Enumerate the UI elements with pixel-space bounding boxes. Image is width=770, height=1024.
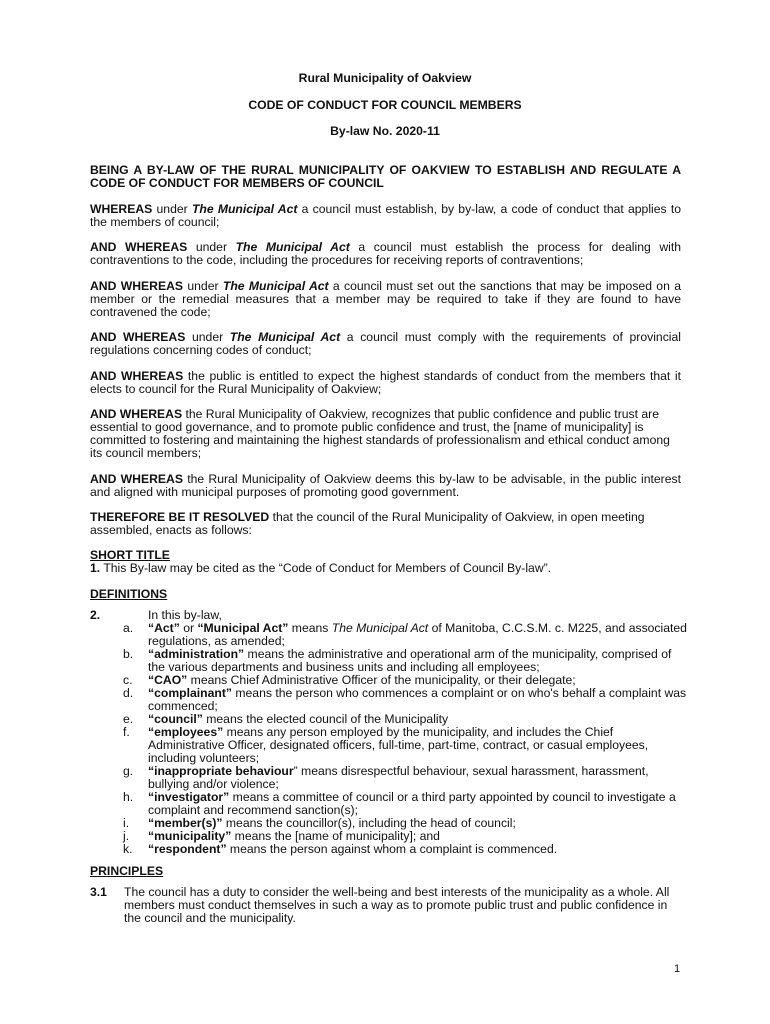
bylaw-heading: BEING A BY-LAW OF THE RURAL MUNICIPALITY OF OAKVIEW TO ESTABLISH AND REGULATE A CODE OF CONDUCT FOR MEMBERS OF COUNCIL bbox=[90, 163, 681, 190]
definition-text: means Chief Administrative Officer of the municipality, or their delegate; bbox=[187, 673, 576, 687]
definition-text: means a committee of council or a third party appointed by council to investigate a complaint and recommend sanction(s); bbox=[148, 790, 676, 817]
item-letter: g. bbox=[123, 764, 134, 778]
recital-text: a council must comply with the requirements of provincial regulations concerning codes of conduct; bbox=[90, 330, 682, 357]
item-letter: a. bbox=[123, 621, 134, 635]
definition-text: means any person employed by the municipality, and includes the Chief Administrative Officer, designated officers, full-time, part-time, contract, or casual employees, including volunteers; bbox=[148, 725, 649, 765]
definition-term: “Act” bbox=[148, 621, 180, 635]
principle-row bbox=[90, 886, 685, 925]
recital bbox=[90, 280, 681, 319]
definitions-list bbox=[90, 609, 690, 856]
item-letter: d. bbox=[123, 686, 134, 700]
item-letter: f. bbox=[123, 725, 130, 739]
definition-act: The Municipal Act bbox=[331, 621, 429, 635]
recital-mid: under bbox=[183, 279, 223, 293]
recital-text: a council must establish the process for dealing with contraventions to the code, including the procedures for receiving reports of contraventions; bbox=[90, 240, 681, 267]
definition-text: means the councillor(s), including the head of council; bbox=[222, 816, 516, 830]
recital bbox=[90, 408, 681, 460]
recital-lead: AND WHEREAS bbox=[90, 240, 188, 254]
definition-item bbox=[90, 765, 690, 791]
clause-number: 1. bbox=[90, 561, 101, 575]
section-heading: PRINCIPLES bbox=[90, 864, 164, 878]
recital bbox=[90, 203, 681, 229]
recital bbox=[90, 331, 681, 357]
definition-text: means the [name of municipality]; and bbox=[231, 829, 440, 843]
definition-text: means the person who commences a complaint or on who's behalf a complaint was commenced; bbox=[148, 686, 687, 713]
recital-text: a council must establish, by by-law, a code of conduct that applies to the members of council; bbox=[90, 202, 682, 229]
definition-term: “member(s)” bbox=[148, 816, 223, 830]
item-letter: e. bbox=[123, 712, 134, 726]
recital-mid: under bbox=[185, 330, 230, 344]
recital-lead: AND WHEREAS bbox=[90, 330, 186, 344]
recital-mid: under bbox=[152, 202, 192, 216]
definition-item bbox=[90, 726, 690, 765]
definition-rest: of Manitoba, C.C.S.M. c. M225, and associated regulations, as amended; bbox=[148, 621, 687, 648]
recital-act: The Municipal Act bbox=[222, 279, 329, 293]
recital-act: The Municipal Act bbox=[229, 330, 341, 344]
clause-text: This By-law may be cited as the “Code of Conduct for Members of Council By-law”. bbox=[100, 561, 552, 575]
item-letter: c. bbox=[123, 673, 133, 687]
intro-text: In this by-law, bbox=[148, 608, 222, 622]
definition-term: “investigator” bbox=[148, 790, 230, 804]
item-letter: k. bbox=[123, 842, 133, 856]
item-letter: i. bbox=[123, 816, 130, 830]
recital-text: the public is entitled to expect the highest standards of conduct from the members that it elects to council for the Rural Municipality of Oakview; bbox=[90, 369, 681, 396]
definition-item bbox=[90, 843, 690, 856]
definition-term: “CAO” bbox=[148, 673, 188, 687]
definition-item bbox=[90, 622, 690, 648]
page-number: 1 bbox=[674, 963, 681, 975]
recital-lead: THEREFORE BE IT RESOLVED bbox=[90, 510, 270, 524]
recital-resolved bbox=[90, 511, 681, 537]
recital-lead: AND WHEREAS bbox=[90, 407, 183, 421]
short-title-clause bbox=[90, 562, 681, 575]
definition-term: “municipality” bbox=[148, 829, 232, 843]
municipality-title: Rural Municipality of Oakview bbox=[298, 71, 472, 85]
definition-text: means the administrative and operational arm of the municipality, comprised of the various departments and business units and including all employees; bbox=[148, 647, 672, 674]
section-heading: SHORT TITLE bbox=[90, 548, 170, 562]
recital-text: the Rural Municipality of Oakview, recognizes that public confidence and public trust are essential to good governance, and to promote public confidence and trust, the [name of municipality] is committed to fostering and maintaining the highest standards of professionalism and ethical conduct among its council members; bbox=[90, 407, 670, 460]
recital-mid: under bbox=[187, 240, 236, 254]
principle-clause bbox=[90, 886, 685, 925]
clause-number: 2. bbox=[90, 608, 101, 622]
recital-text: that the council of the Rural Municipality of Oakview, in open meeting assembled, enacts as follows: bbox=[90, 510, 645, 537]
definition-term: “respondent” bbox=[148, 842, 227, 856]
definition-term: “administration” bbox=[148, 647, 245, 661]
recital-act: The Municipal Act bbox=[235, 240, 350, 254]
item-letter: j. bbox=[123, 829, 130, 843]
definition-text: means the person against whom a complaint is commenced. bbox=[226, 842, 558, 856]
bylaw-number: By-law No. 2020-11 bbox=[330, 124, 440, 138]
definition-term: “inappropriate behaviour bbox=[148, 764, 294, 778]
recital-text: a council must set out the sanctions that may be imposed on a member or the remedial measures that a member may be required to take if they are found to have contravened the code; bbox=[90, 279, 681, 319]
recital-lead: AND WHEREAS bbox=[90, 279, 184, 293]
recital bbox=[90, 241, 681, 267]
definition-term: “employees” bbox=[148, 725, 224, 739]
recital-act: The Municipal Act bbox=[191, 202, 298, 216]
recital bbox=[90, 370, 681, 396]
item-letter: h. bbox=[123, 790, 134, 804]
definition-mid: or bbox=[179, 621, 198, 635]
section-heading: DEFINITIONS bbox=[90, 587, 168, 601]
item-letter: b. bbox=[123, 647, 134, 661]
recital-lead: AND WHEREAS bbox=[90, 369, 184, 383]
definition-item bbox=[90, 791, 690, 817]
recital-lead: WHEREAS bbox=[90, 202, 153, 216]
definition-text: means bbox=[288, 621, 332, 635]
definition-term: “Municipal Act” bbox=[197, 621, 289, 635]
definition-item bbox=[90, 687, 690, 713]
document-title: CODE OF CONDUCT FOR COUNCIL MEMBERS bbox=[248, 98, 522, 112]
recital bbox=[90, 473, 681, 499]
clause-number: 3.1 bbox=[90, 885, 107, 899]
definition-term: “complainant” bbox=[148, 686, 232, 700]
definition-text: ” means disrespectful behaviour, sexual harassment, harassment, bullying and/or violence; bbox=[148, 764, 649, 791]
recital-lead: AND WHEREAS bbox=[90, 472, 183, 486]
definition-text: means the elected council of the Municipality bbox=[202, 712, 449, 726]
recital-text: the Rural Municipality of Oakview deems this by-law to be advisable, in the public interest and aligned with municipal purposes of promoting good government. bbox=[90, 472, 681, 499]
definition-term: “council” bbox=[148, 712, 203, 726]
clause-text: The council has a duty to consider the well-being and best interests of the municipality as a whole. All members must conduct themselves in such a way as to promote public trust and public confidence in the council and the municipality. bbox=[124, 885, 670, 925]
short-title-section bbox=[90, 549, 681, 575]
definition-item bbox=[90, 648, 690, 674]
